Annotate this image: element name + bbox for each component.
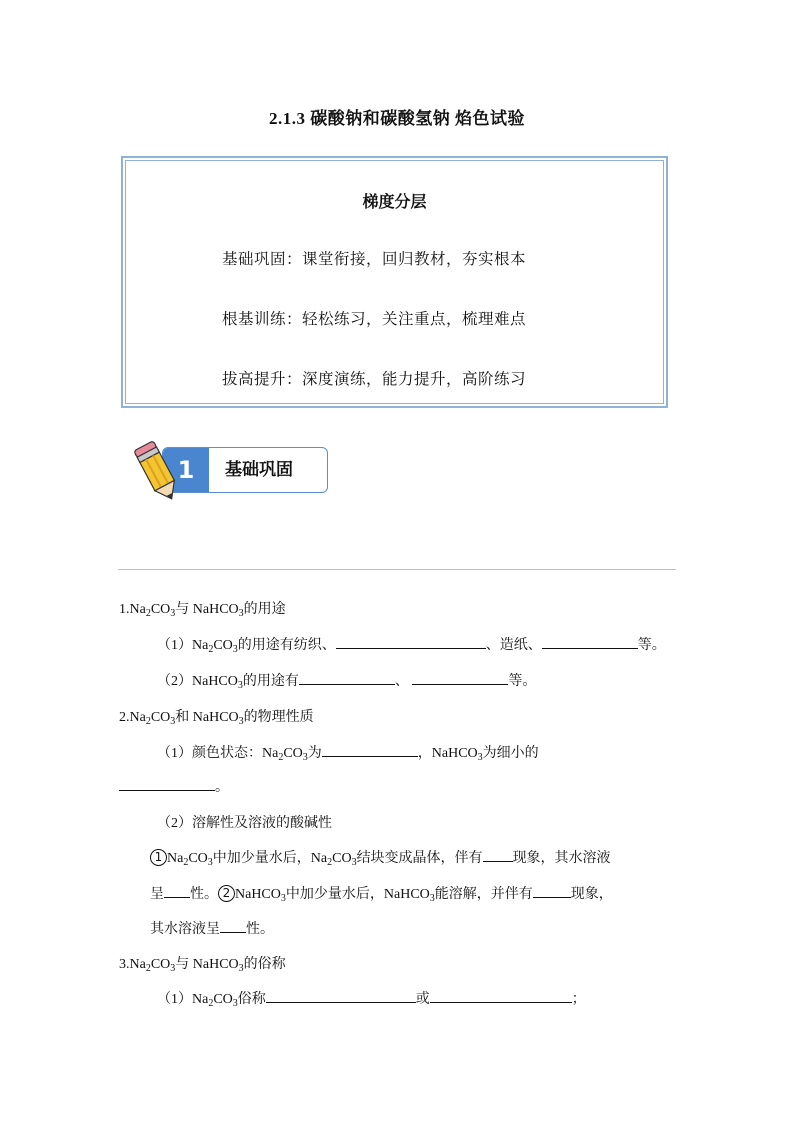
- section-number: 1: [163, 448, 209, 492]
- circled-number-1: 1: [150, 849, 167, 866]
- level-line-basic: 基础巩固：课堂衔接，回归教材，夯实根本: [222, 250, 527, 268]
- answer-blank[interactable]: [412, 670, 508, 685]
- level-line-training: 根基训练：轻松练习，关注重点，梳理难点: [222, 310, 527, 328]
- answer-blank[interactable]: [299, 670, 395, 685]
- section-header: [128, 436, 338, 506]
- question-1-part-1: $(1)Na_2CO_3$的用途有纺织、 、造纸、 等。: [157, 634, 666, 654]
- answer-blank[interactable]: [483, 847, 513, 862]
- answer-blank[interactable]: [266, 988, 416, 1003]
- answer-blank[interactable]: [119, 776, 215, 791]
- question-3-title: $3.Na_2CO_3$与 NaHCO$_3$的俗称: [119, 957, 286, 974]
- answer-blank[interactable]: [430, 988, 572, 1003]
- pencil-icon: [128, 436, 188, 506]
- levels-box: [121, 156, 668, 408]
- question-1-part-2: （2）NaHCO$_3$的用途有 、 等。: [157, 670, 536, 690]
- question-2-line-1: 1 $Na_2CO_3$中加少量水后，$Na_2CO_3$结块变成晶体，伴有 现象，其水溶液: [150, 847, 611, 867]
- answer-blank[interactable]: [164, 883, 190, 898]
- question-2-line-2: 呈 性。 2 NaHCO$_3$中加少量水后，NaHCO$_3$能溶解，并伴有 现象，: [150, 883, 613, 903]
- answer-blank[interactable]: [336, 634, 486, 649]
- level-line-advanced: 拔高提升：深度演练，能力提升，高阶练习: [222, 370, 527, 388]
- question-2-part-1: （1）颜色状态：$Na_2CO_3$为 ，NaHCO$_3$为细小的: [157, 742, 539, 762]
- question-2-title: $2.Na_2CO_3$和 NaHCO$_3$的物理性质: [119, 710, 314, 727]
- answer-blank[interactable]: [542, 634, 638, 649]
- question-3-part-1: $(1)Na_2CO_3$俗称 或 ；: [157, 988, 586, 1008]
- divider: [118, 569, 676, 570]
- circled-number-2: 2: [218, 885, 235, 902]
- levels-heading: 梯度分层: [362, 192, 427, 211]
- page-title: 2.1.3 碳酸钠和碳酸氢钠 焰色试验: [269, 109, 525, 128]
- answer-blank[interactable]: [533, 883, 571, 898]
- answer-blank[interactable]: [322, 742, 418, 757]
- question-2-part-2: （2）溶解性及溶液的酸碱性: [157, 816, 332, 831]
- levels-inner: [125, 160, 664, 404]
- question-2-part-1-cont: 。: [119, 776, 229, 796]
- question-2-line-3: 其水溶液呈 性。: [150, 918, 274, 938]
- question-1-title: $1.Na_2CO_3$与 NaHCO$_3$的用途: [119, 602, 286, 619]
- answer-blank[interactable]: [220, 918, 246, 933]
- section-label: 基础巩固: [225, 460, 293, 480]
